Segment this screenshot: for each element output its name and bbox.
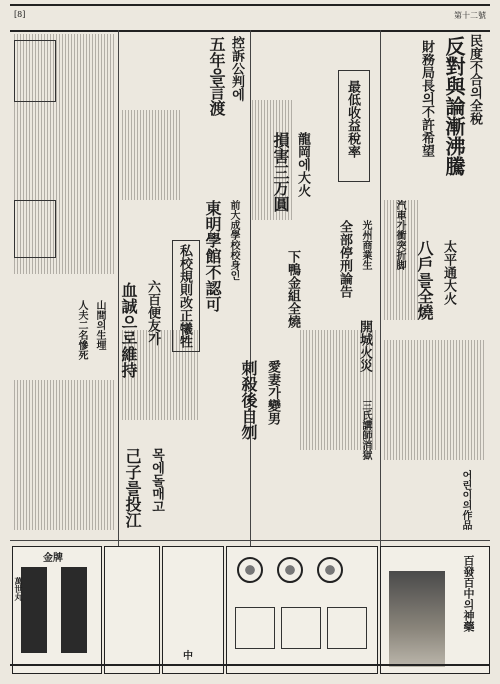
headline: 開城火災 (357, 320, 372, 372)
headline: 己子를投江 (123, 448, 142, 528)
headline: 汽車가衝突折脚 (394, 200, 405, 270)
headline: 私校規則改正犧牲 (177, 244, 192, 348)
footer-rule (10, 664, 490, 678)
figure-illustration (21, 567, 47, 653)
headline: 山間의生埋 (94, 300, 105, 350)
headline: 三氏講師消獄 (360, 400, 371, 460)
headline: 全部停刑論告 (337, 220, 352, 298)
headline: 最低收益稅率 (345, 80, 360, 158)
headline: 太平通大火 (441, 240, 456, 305)
notice-box (14, 40, 56, 102)
headline: 어린이의作品 (460, 470, 471, 530)
masthead-right: 第十二號 (454, 11, 486, 20)
masthead (10, 4, 490, 32)
body-text-column (384, 340, 484, 460)
ad-title: 金牌 (43, 553, 63, 564)
headline: 血誠으로維持 (119, 282, 138, 378)
headline: 六百便友가 (145, 280, 160, 345)
headline: 五年을言渡 (207, 36, 226, 116)
notice-box (14, 200, 56, 258)
headline: 愛妻가變男 (265, 360, 280, 425)
headline: 목에돌매고 (149, 448, 164, 513)
headline: 人夫二名慘死 (76, 300, 87, 360)
headline: 財務局長의不許希望 (419, 40, 434, 157)
ad-title: 中 (183, 651, 193, 662)
product-box (281, 607, 321, 649)
headline: 損害三万圓 (271, 132, 290, 212)
headline: 民度不合의全稅 (467, 34, 482, 125)
headline: 刺殺後自刎 (239, 360, 258, 440)
body-text-column (122, 110, 182, 200)
seal-icon (277, 557, 303, 583)
ad-divider (10, 540, 490, 541)
headline: 東明學館不認可 (203, 200, 222, 312)
headline: 下鴨金組全燒 (285, 250, 300, 328)
headline: 八戶를全燒 (415, 240, 434, 320)
ad-brand: 萬世丸 (14, 577, 24, 601)
advertisement (104, 546, 160, 674)
product-box (235, 607, 275, 649)
headline: 前大成學校校身인 (228, 200, 239, 280)
product-box (327, 607, 367, 649)
advertisement (12, 546, 102, 674)
advertisement (162, 546, 224, 674)
advertisement (226, 546, 378, 674)
body-text-column (14, 380, 114, 530)
headline: 控訴公判에 (229, 36, 244, 101)
seal-icon (237, 557, 263, 583)
seal-icon (317, 557, 343, 583)
advertisement (380, 546, 490, 674)
headline: 光州商業生 (360, 220, 371, 270)
headline: 龍岡에大火 (295, 132, 310, 197)
headline: 反對與論漸沸騰 (442, 36, 466, 176)
portrait-photo (389, 571, 445, 667)
figure-illustration (61, 567, 87, 653)
masthead-left: [8] (14, 10, 26, 19)
ad-title: 百發百中의神藥 (462, 555, 475, 632)
